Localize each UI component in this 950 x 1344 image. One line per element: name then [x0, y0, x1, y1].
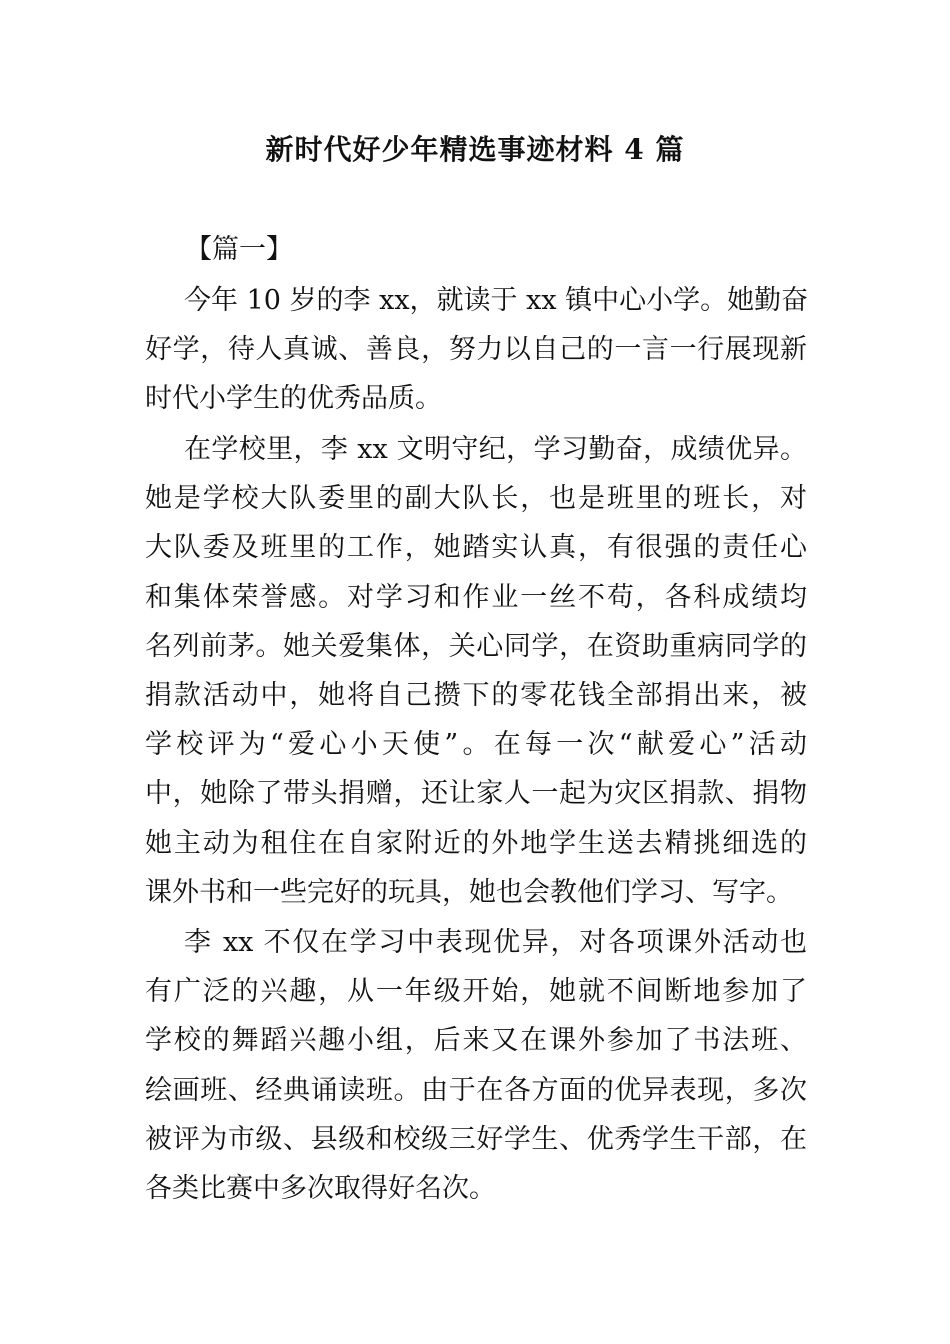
paragraph-line: 大队委及班里的工作，她踏实认真，有很强的责任心: [145, 532, 807, 564]
paragraph-line: 李 xx 不仅在学习中表现优异，对各项课外活动也: [184, 927, 807, 958]
paragraph-line: 学校评为“爱心小天使”。在每一次“献爱心”活动: [145, 729, 807, 761]
paragraph-line: 和集体荣誉感。对学习和作业一丝不苟，各科成绩均: [145, 581, 807, 613]
paragraph-line: 中，她除了带头捐赠，还让家人一起为灾区捐款、捐物: [145, 778, 807, 810]
paragraph-line: 被评为市级、县级和校级三好学生、优秀学生干部，在: [145, 1123, 807, 1155]
paragraph-2: [145, 425, 807, 917]
paragraph-line: 她主动为租住在自家附近的外地学生送去精挑细选的: [145, 827, 807, 859]
paragraph-line: 学校的舞蹈兴趣小组，后来又在课外参加了书法班、: [145, 1025, 807, 1057]
paragraph-line: 时代小学生的优秀品质。: [145, 383, 442, 415]
paragraph-line: 在学校里，李 xx 文明守纪，学习勤奋，成绩优异。: [184, 434, 807, 465]
paragraph-line: 好学，待人真诚、善良，努力以自己的一言一行展现新: [145, 334, 807, 366]
paragraph-line: 捐款活动中，她将自己攒下的零花钱全部捐出来，被: [145, 680, 807, 712]
paragraph-line: 有广泛的兴趣，从一年级开始，她就不间断地参加了: [145, 976, 807, 1008]
paragraph-line: 各类比赛中多次取得好名次。: [145, 1173, 496, 1205]
paragraph-line: 课外书和一些完好的玩具，她也会教他们学习、写字。: [145, 876, 793, 908]
document-title: 新时代好少年精选事迹材料 4 篇: [265, 133, 685, 166]
paragraph-1: [145, 276, 807, 424]
paragraph-3: [145, 918, 807, 1213]
section-heading: 【篇一】: [185, 234, 293, 265]
paragraph-line: 绘画班、经典诵读班。由于在各方面的优异表现，多次: [145, 1074, 807, 1106]
paragraph-line: 名列前茅。她关爱集体，关心同学，在资助重病同学的: [145, 630, 807, 662]
paragraph-line: 今年 10 岁的李 xx，就读于 xx 镇中心小学。她勤奋: [184, 285, 809, 316]
paragraph-line: 她是学校大队委里的副大队长，也是班里的班长，对: [145, 483, 807, 515]
